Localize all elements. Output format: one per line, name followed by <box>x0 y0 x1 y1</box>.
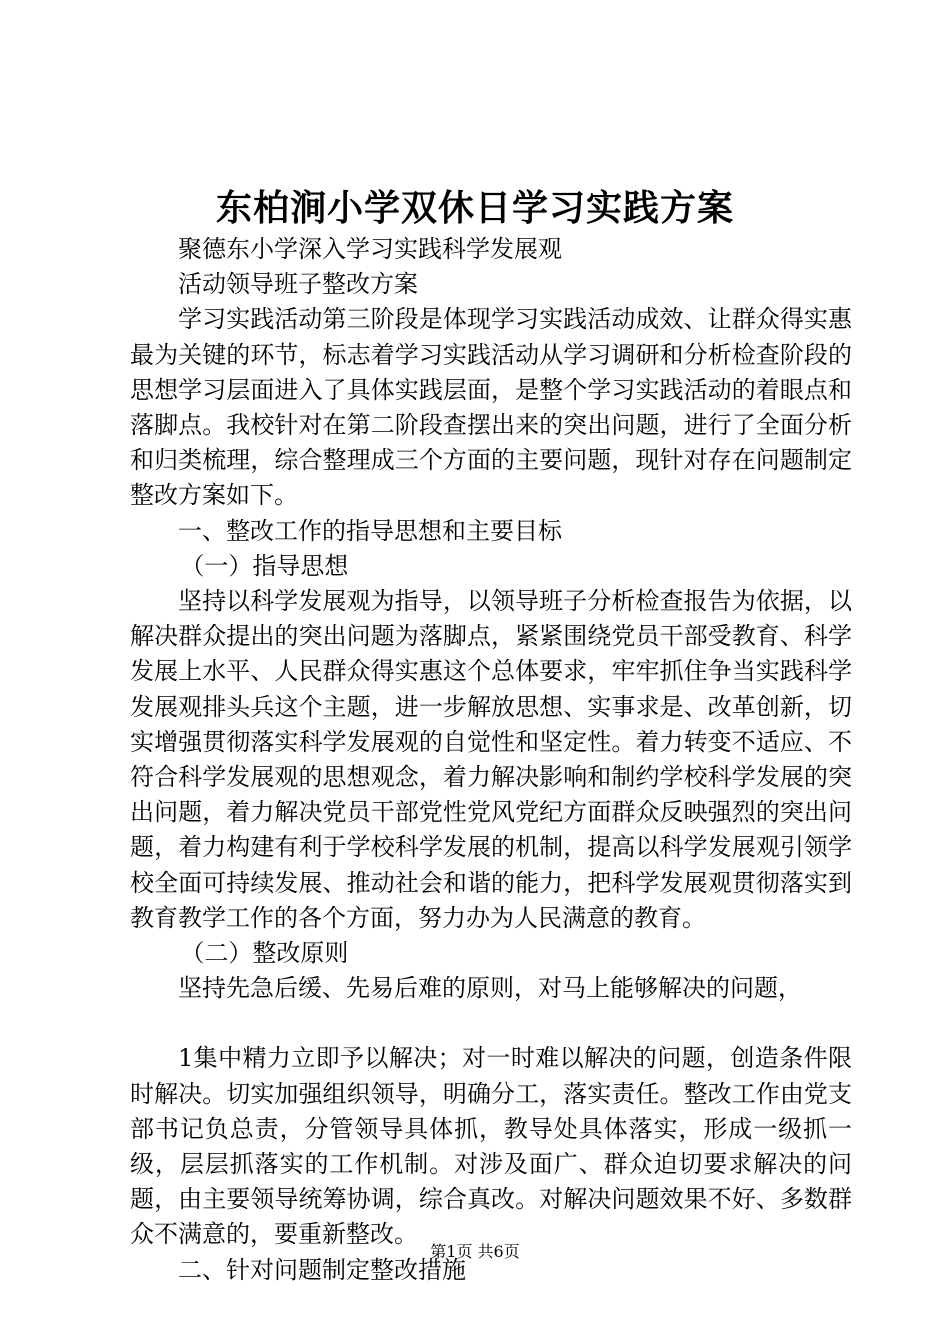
subsection-heading-2: （二）整改原则 <box>180 939 349 968</box>
subsection-heading-1: （一）指导思想 <box>180 551 349 580</box>
page-footer: 第1页 共6页 <box>430 1242 520 1261</box>
paragraph-principle-continued: 1集中精力立即予以解决；对一时难以解决的问题，创造条件限时解决。切实加强组织领导，明确分工，落实责任。整改工作由党支部书记负总责，分管领导具体抓，教导处具体落实，形成一级抓一级，层层抓落实的工作机制。对涉及面广、群众迫切要求解决的问题，由主要领导统筹协调，综合真改。对解决问题效果不好、多数群众不满意的，要重新整改。 <box>130 1044 852 1249</box>
paragraph-subtitle-1: 聚德东小学深入学习实践科学发展观 <box>178 235 562 263</box>
paragraph-gap <box>130 1006 852 1041</box>
paragraph-subtitle-2: 活动领导班子整改方案 <box>178 270 418 299</box>
paragraph-guiding-ideology: 坚持以科学发展观为指导，以领导班子分析检查报告为依据，以解决群众提出的突出问题为落脚点，紧紧围绕党员干部受教育、科学发展上水平、人民群众得实惠这个总体要求，牢牢抓住争当实践科学发展观排头兵这个主题，进一步解放思想、实事求是、改革创新，切实增强贯彻落实科学发展观的自觉性和坚定性。着力转变不适应、不符合科学发展观的思想观念，着力解决影响和制约学校科学发展的突出问题，着力解决党员干部党性党风党纪方面群众反映强烈的突出问题，着力构建有利于学校科学发展的机制，提高以科学发展观引领学校全面可持续发展、推动社会和谐的能力，把科学发展观贯彻落实到教育教学工作的各个方面，努力办为人民满意的教育。 <box>130 587 852 932</box>
section-heading-1: 一、整改工作的指导思想和主要目标 <box>178 516 562 545</box>
paragraph-principle-start: 坚持先急后缓、先易后难的原则，对马上能够解决的问题， <box>178 974 802 1003</box>
document-body <box>130 232 852 1288</box>
document-title: 东柏涧小学双休日学习实践方案 <box>215 187 734 229</box>
section-heading-2: 二、针对问题制定整改措施 <box>178 1255 466 1284</box>
paragraph-intro: 学习实践活动第三阶段是体现学习实践活动成效、让群众得实惠最为关键的环节，标志着学习实践活动从学习调研和分析检查阶段的思想学习层面进入了具体实践层面，是整个学习实践活动的着眼点和落脚点。我校针对在第二阶段查摆出来的突出问题，进行了全面分析和归类梳理，综合整理成三个方面的主要问题，现针对存在问题制定整改方案如下。 <box>130 305 852 510</box>
